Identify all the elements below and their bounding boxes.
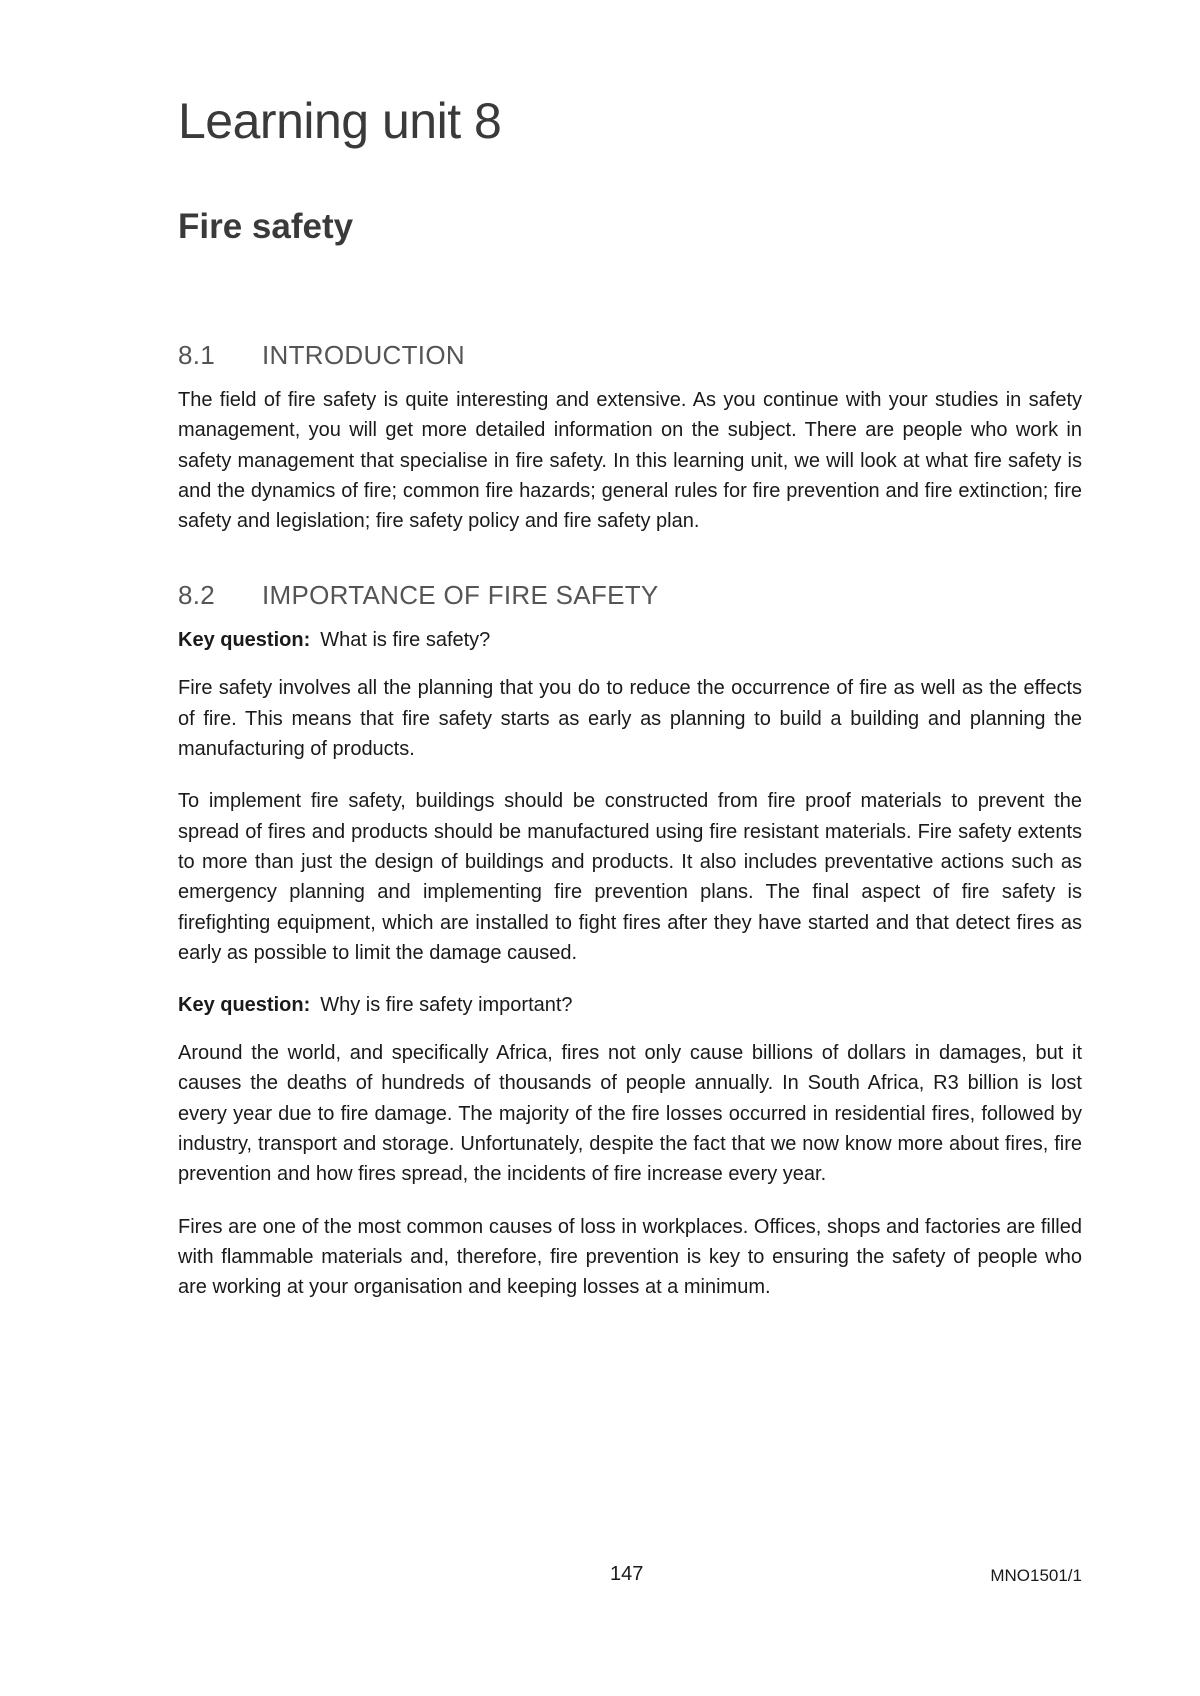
section-title: INTRODUCTION <box>262 340 465 370</box>
paragraph: Fire safety involves all the planning that you do to reduce the occurrence of fire as well as the effects of fire. This means that fire safety starts as early as planning to build a building and planning the manufacturing of products. <box>178 677 1082 761</box>
paragraph: Fires are one of the most common causes of loss in workplaces. Offices, shops and factories are filled with flammable materials and, therefore, fire prevention is key to ensuring the safety of people who are working at your organisation and keeping losses at a minimum. <box>178 1215 1082 1299</box>
section-heading-importance <box>178 580 1082 611</box>
key-question-label: Key question: <box>178 629 311 652</box>
key-question <box>178 990 1082 1020</box>
course-code: MNO1501/1 <box>990 1566 1082 1585</box>
section-number: 8.2 <box>178 580 216 611</box>
page-number: 147 <box>610 1563 644 1585</box>
section-heading-introduction <box>178 340 1082 371</box>
key-question-label: Key question: <box>178 994 311 1017</box>
section-number: 8.1 <box>178 340 216 370</box>
key-question <box>178 625 1082 655</box>
key-question-text: Why is fire safety important? <box>320 994 573 1017</box>
page-content <box>178 340 1082 1303</box>
key-question-text: What is fire safety? <box>320 629 491 652</box>
paragraph: Around the world, and specifically Africa, fires not only cause billions of dollars in damages, but it causes the deaths of hundreds of thousands of people annually. In South Africa, R3 billion is lost every year due to fire damage. The majority of the fire losses occurred in residential fires, followed by industry, transport and storage. Unfortunately, despite the fact that we now know more about fires, fire prevention and how fires spread, the incidents of fire increase every year. <box>178 1042 1082 1186</box>
paragraph: The field of fire safety is quite interesting and extensive. As you continue with your studies in safety management, you will get more detailed information on the subject. There are people who work in safety management that specialise in fire safety. In this learning unit, we will look at what fire safety is and the dynamics of fire; common fire hazards; general rules for fire prevention and fire extinction; fire safety and legislation; fire safety policy and fire safety plan. <box>178 389 1082 533</box>
paragraph: To implement fire safety, buildings should be constructed from fire proof materials to prevent the spread of fires and products should be manufactured using fire resistant materials. Fire safety extents to more than just the design of buildings and products. It also includes preventative actions such as emergency planning and implementing fire prevention plans. The final aspect of fire safety is firefighting equipment, which are installed to fight fires after they have started and that detect fires as early as possible to limit the damage caused. <box>178 790 1082 964</box>
unit-title: Learning unit 8 <box>178 93 502 149</box>
unit-subtitle: Fire safety <box>178 207 354 246</box>
section-title: IMPORTANCE OF FIRE SAFETY <box>262 580 659 611</box>
